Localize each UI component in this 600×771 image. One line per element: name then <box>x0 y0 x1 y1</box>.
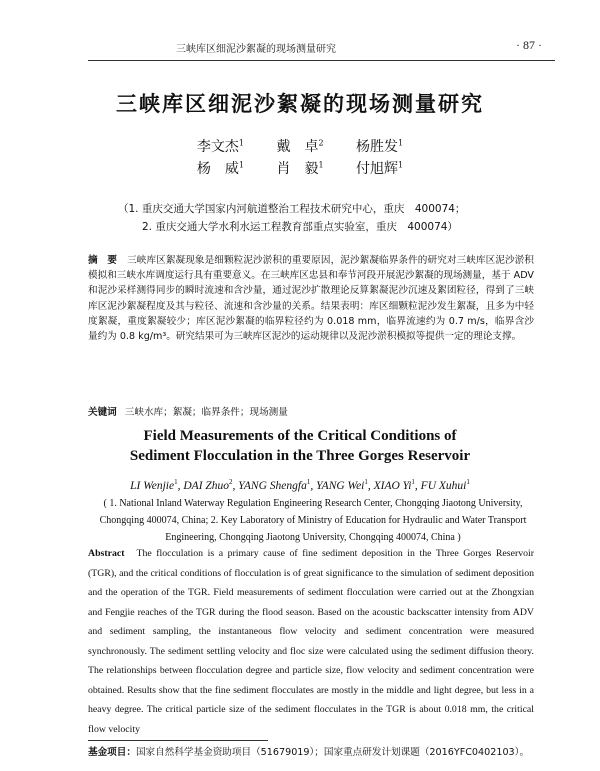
zh-keywords-label: 关键词 <box>88 407 117 418</box>
en-abstract-label: Abstract <box>88 548 125 559</box>
zh-abstract-text: 三峡库区絮凝现象是细颗粒泥沙淤积的重要原因，泥沙絮凝临界条件的研究对三峡库区泥沙淤积模拟和三峡水库调度运行具有重要意义。在三峡库区忠县和奉节河段开展泥沙絮凝的现场测量，基于 ADV 和泥沙采样测得同步的瞬时流速和含沙量，通过泥沙扩散理论反算絮凝泥沙沉速及絮团粒径，得到了三峡库区泥沙絮凝程度及其与粒径、流速和含沙量的关系。结果表明：库区细颗粒泥沙发生絮凝，且多为中轻度絮凝，重度絮凝较少；库区泥沙絮凝的临界粒径约为 0.018 mm，临界流速约为 0.7 m/s，临界含沙量约为 0.8 kg/m³。研究结果可为三峡库区泥沙的运动规律以及泥沙淤积模拟等提供一定的理论支撑。 <box>88 255 535 343</box>
en-author: DAI Zhuo$^2$ <box>183 478 233 492</box>
footnote-rule <box>88 740 268 741</box>
zh-author: 杨 威$^1$ <box>196 160 244 177</box>
en-author: XIAO Yi$^1$ <box>373 478 415 492</box>
running-head: 三峡库区细泥沙絮凝的现场测量研究 <box>176 44 336 55</box>
en-abstract <box>88 544 534 739</box>
funding-label: 基金项目： <box>88 747 136 758</box>
zh-authors-line-1 <box>0 136 600 156</box>
zh-abstract-label: 摘 要 <box>88 255 118 266</box>
zh-affiliation-2: 2. 重庆交通大学水利水运工程教育部重点实验室，重庆 400074） <box>142 221 458 233</box>
zh-keywords-text: 三峡水库；絮凝；临界条件；现场测量 <box>124 407 288 418</box>
funding-footnote <box>88 744 529 758</box>
en-title-line-1: Field Measurements of the Critical Conditions of <box>143 428 457 444</box>
header-rule <box>88 60 555 61</box>
en-author: LI Wenjie$^1$ <box>130 478 178 492</box>
zh-author: 付旭辉$^1$ <box>356 160 404 177</box>
zh-author: 戴 卓$^2$ <box>276 138 324 155</box>
en-title-line-2: Sediment Flocculation in the Three Gorges Reservoir <box>129 448 471 464</box>
page-number: · 87 · <box>516 38 542 52</box>
zh-keywords <box>88 404 288 418</box>
zh-affiliation-1: （1. 重庆交通大学国家内河航道整治工程技术研究中心，重庆 400074； <box>118 203 466 215</box>
en-affiliation: ( 1. National Inland Waterway Regulation Engineering Research Center, Chongqing Jiaotong University, Chongqing 400074, China; 2. Key Laboratory of Ministry of Education for Hydraulic and Water Transport Engineering, Chongqing Jiaotong University, Chongqing 400074, China ) <box>99 498 527 543</box>
zh-author: 杨胜发$^1$ <box>356 138 404 155</box>
zh-abstract <box>88 253 534 344</box>
zh-author: 肖 毅$^1$ <box>276 160 324 177</box>
en-abstract-text: The flocculation is a primary cause of fine sediment deposition in the Three Gorges Reservoir (TGR), and the critical conditions of flocculation is of great significance to the simulation of sediment deposition and the operation of the TGR. Field measurements of sediment flocculation were carried out at the Zhongxian and Fengjie reaches of the TGR during the flood season. Based on the acoustic backscatter intensity from ADV and sediment sampling, the instantaneous flow velocity and sediment concentration were measured synchronously. The sediment settling velocity and floc size were calculated using the sediment diffusion theory. The relationships between flocculation degree and particle size, flow velocity and sediment concentration were obtained. Results show that the fine sediment flocculates are mostly in the middle and light degree, but less in a heavy degree. The critical particle size of the sediment flocculates in the TGR is about 0.018 mm, the critical flow velocity <box>88 548 534 735</box>
funding-text: 国家自然科学基金资助项目（51679019）；国家重点研发计划课题（2016YFC0402103）。 <box>135 747 530 758</box>
en-author: YANG Shengfa$^1$ <box>238 478 311 492</box>
zh-title: 三峡库区细泥沙絮凝的现场测量研究 <box>116 92 484 116</box>
zh-author: 李文杰$^1$ <box>196 138 244 155</box>
en-author: FU Xuhui$^1$ <box>420 478 470 492</box>
en-author: YANG Wei$^1$ <box>316 478 368 492</box>
en-authors: LI Wenjie$^1$, DAI Zhuo$^2$, YANG Shengfa$^1$, YANG Wei$^1$, XIAO Yi$^1$, FU Xuhui$^1$ <box>130 478 470 492</box>
zh-authors-line-2 <box>0 158 600 178</box>
